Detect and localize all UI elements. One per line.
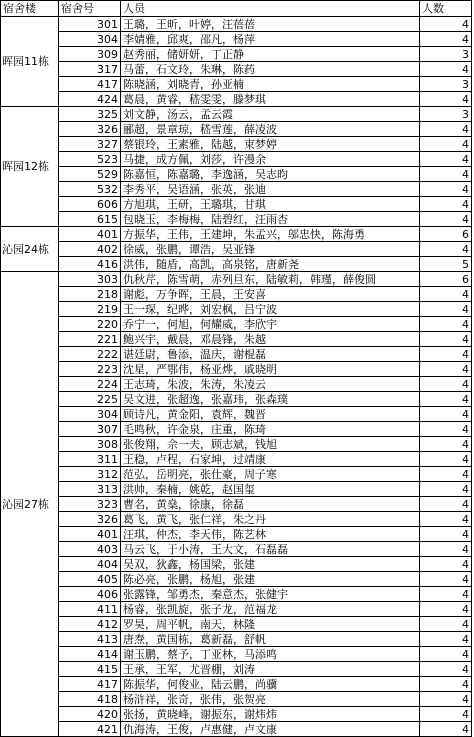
room-cell: 220 [59, 317, 121, 332]
room-cell: 304 [59, 407, 121, 422]
members-cell: 汪琪，仲杰，李天伟，陈艺林 [121, 527, 420, 542]
count-cell: 4 [420, 662, 472, 677]
room-cell: 529 [59, 167, 121, 182]
room-cell: 416 [59, 257, 121, 272]
header-building: 宿舍楼 [1, 1, 59, 17]
members-cell: 洪伟，随盾，高凯，高泉铭，唐新尧 [121, 257, 420, 272]
room-cell: 415 [59, 662, 121, 677]
room-cell: 402 [59, 242, 121, 257]
room-cell: 222 [59, 347, 121, 362]
room-cell: 404 [59, 557, 121, 572]
members-cell: 葛飞，黄飞，张仁祥，朱之丹 [121, 512, 420, 527]
table-row [1, 227, 472, 242]
table-row [1, 632, 472, 647]
count-cell: 4 [420, 692, 472, 707]
members-cell: 洪帅，秦楠，姚乾，赵国玺 [121, 482, 420, 497]
room-cell: 303 [59, 272, 121, 287]
table-row [1, 167, 472, 182]
count-cell: 4 [420, 557, 472, 572]
table-row [1, 152, 472, 167]
count-cell: 4 [420, 317, 472, 332]
table-row [1, 392, 472, 407]
count-cell: 4 [420, 152, 472, 167]
room-cell: 304 [59, 32, 121, 47]
header-row [1, 1, 472, 17]
building-cell: 沁园24栋 [1, 227, 59, 272]
count-cell: 4 [420, 632, 472, 647]
room-cell: 308 [59, 437, 121, 452]
count-cell: 4 [420, 617, 472, 632]
table-row [1, 197, 472, 212]
room-cell: 413 [59, 632, 121, 647]
table-row [1, 122, 472, 137]
table-row [1, 182, 472, 197]
table-row [1, 512, 472, 527]
count-cell: 5 [420, 257, 472, 272]
count-cell: 4 [420, 182, 472, 197]
room-cell: 417 [59, 77, 121, 92]
table-row [1, 77, 472, 92]
room-cell: 323 [59, 497, 121, 512]
table-row [1, 692, 472, 707]
table-row [1, 467, 472, 482]
count-cell: 4 [420, 512, 472, 527]
members-cell: 方旭琪，王研，王璐琪，甘琪 [121, 197, 420, 212]
count-cell: 4 [420, 347, 472, 362]
count-cell: 4 [420, 197, 472, 212]
members-cell: 李秀平，吴语涵，张英，张迪 [121, 182, 420, 197]
members-cell: 吴文进，张超逸，张嘉玮，张森璞 [121, 392, 420, 407]
table-row [1, 542, 472, 557]
table-body [1, 1, 472, 737]
table-row [1, 107, 472, 122]
room-cell: 311 [59, 452, 121, 467]
table-row [1, 332, 472, 347]
count-cell: 4 [420, 212, 472, 227]
count-cell: 4 [420, 242, 472, 257]
count-cell: 3 [420, 77, 472, 92]
count-cell: 3 [420, 47, 472, 62]
members-cell: 谌廷尉，鲁添，温庆，谢棍磊 [121, 347, 420, 362]
room-cell: 615 [59, 212, 121, 227]
table-row [1, 422, 472, 437]
count-cell: 3 [420, 107, 472, 122]
room-cell: 307 [59, 422, 121, 437]
table-row [1, 602, 472, 617]
members-cell: 王一琛，纪晔，刘宏枫，吕宁波 [121, 302, 420, 317]
members-cell: 方振华，王伟，王建坤，朱孟兴，邬忠快，陈海勇 [121, 227, 420, 242]
count-cell: 4 [420, 572, 472, 587]
members-cell: 谢玉鹏，蔡予，丁亚林，马添鸣 [121, 647, 420, 662]
members-cell: 蔡银玲，王素雅，陆越，束梦婷 [121, 137, 420, 152]
room-cell: 223 [59, 362, 121, 377]
table-row [1, 212, 472, 227]
table-row [1, 302, 472, 317]
count-cell: 4 [420, 422, 472, 437]
room-cell: 312 [59, 467, 121, 482]
table-row [1, 707, 472, 722]
members-cell: 王承，王军，尤晋棚，刘涛 [121, 662, 420, 677]
members-cell: 王稳，卢程，石家坤，过靖康 [121, 452, 420, 467]
count-cell: 4 [420, 92, 472, 107]
table-row [1, 287, 472, 302]
room-cell: 606 [59, 197, 121, 212]
room-cell: 326 [59, 122, 121, 137]
table-row [1, 257, 472, 272]
members-cell: 赵秀丽，储妍妍，丁正静 [121, 47, 420, 62]
table-row [1, 647, 472, 662]
count-cell: 4 [420, 542, 472, 557]
room-cell: 411 [59, 602, 121, 617]
table-row [1, 92, 472, 107]
members-cell: 王志琦，朱波，朱涛，朱凌云 [121, 377, 420, 392]
room-cell: 403 [59, 542, 121, 557]
members-cell: 谢彪，万争晖，王晨，王安喜 [121, 287, 420, 302]
members-cell: 仇秋芹，陈雪萌，赤列旦东，陆敏莉，韩瑾，薛俊圆 [121, 272, 420, 287]
members-cell: 范弘，岳明亮，张仕豪，周子寒 [121, 467, 420, 482]
room-cell: 325 [59, 107, 121, 122]
table-row [1, 347, 472, 362]
table-row [1, 527, 472, 542]
table-row [1, 662, 472, 677]
room-cell: 406 [59, 587, 121, 602]
members-cell: 李婧雅，邱爽，邵凡，杨萍 [121, 32, 420, 47]
room-cell: 412 [59, 617, 121, 632]
count-cell: 4 [420, 137, 472, 152]
members-cell: 吴双，狄鑫，杨国梁，张建 [121, 557, 420, 572]
members-cell: 马云飞，于小涛，王大文，石磊磊 [121, 542, 420, 557]
room-cell: 421 [59, 722, 121, 737]
count-cell: 4 [420, 62, 472, 77]
table-row [1, 497, 472, 512]
members-cell: 陈必亮，张鹏，杨旭，张建 [121, 572, 420, 587]
members-cell: 张扬，黄晓峰，谢振东，谢炜炜 [121, 707, 420, 722]
table-row [1, 437, 472, 452]
members-cell: 陈晓涵，刘晓青，孙亚楠 [121, 77, 420, 92]
table-row [1, 362, 472, 377]
members-cell: 罗昊，周平帆，南天，林隆 [121, 617, 420, 632]
members-cell: 葛晨，黄睿，嵇雯雯，滕梦琪 [121, 92, 420, 107]
members-cell: 郦超，景章琼，嵇雪莲，薛凌波 [121, 122, 420, 137]
room-cell: 313 [59, 482, 121, 497]
room-cell: 401 [59, 527, 121, 542]
table-row [1, 722, 472, 737]
members-cell: 陈嘉恒，陈嘉璐，李逸涵，吴志昀 [121, 167, 420, 182]
members-cell: 顾诗凡，黄金阳，袁辉，魏晋 [121, 407, 420, 422]
table-row [1, 407, 472, 422]
members-cell: 仇海涛，王俊，卢惠健，卢文康 [121, 722, 420, 737]
table-row [1, 137, 472, 152]
building-cell: 晖园11栋 [1, 17, 59, 107]
count-cell: 4 [420, 527, 472, 542]
count-cell: 4 [420, 467, 472, 482]
members-cell: 张露锋，邹勇杰，秦意杰，张健宇 [121, 587, 420, 602]
table-row [1, 482, 472, 497]
members-cell: 马捷，成方佩，刘莎，许漫余 [121, 152, 420, 167]
count-cell: 4 [420, 587, 472, 602]
table-row [1, 557, 472, 572]
count-cell: 4 [420, 482, 472, 497]
table-row [1, 587, 472, 602]
count-cell: 4 [420, 602, 472, 617]
members-cell: 曹名，黄燊，徐康，徐磊 [121, 497, 420, 512]
room-cell: 417 [59, 677, 121, 692]
count-cell: 4 [420, 647, 472, 662]
count-cell: 4 [420, 497, 472, 512]
room-cell: 401 [59, 227, 121, 242]
count-cell: 4 [420, 437, 472, 452]
count-cell: 4 [420, 407, 472, 422]
room-cell: 224 [59, 377, 121, 392]
count-cell: 4 [420, 32, 472, 47]
members-cell: 毛鸣秋，许金泉，庄重，陈琦 [121, 422, 420, 437]
table-row [1, 62, 472, 77]
room-cell: 420 [59, 707, 121, 722]
count-cell: 6 [420, 227, 472, 242]
members-cell: 杨浒祥，张奇，张伟，张贺亮 [121, 692, 420, 707]
table-row [1, 47, 472, 62]
room-cell: 317 [59, 62, 121, 77]
members-cell: 杨睿，张凯旋，张子龙，范福龙 [121, 602, 420, 617]
count-cell: 4 [420, 707, 472, 722]
count-cell: 4 [420, 392, 472, 407]
room-cell: 301 [59, 17, 121, 32]
table-row [1, 617, 472, 632]
members-cell: 包晓玉，李梅梅，陆碧红，汪雨杏 [121, 212, 420, 227]
count-cell: 4 [420, 362, 472, 377]
header-count: 人数 [420, 1, 472, 17]
table-row [1, 377, 472, 392]
count-cell: 4 [420, 722, 472, 737]
room-cell: 414 [59, 647, 121, 662]
count-cell: 6 [420, 272, 472, 287]
room-cell: 221 [59, 332, 121, 347]
room-cell: 424 [59, 92, 121, 107]
members-cell: 马蕾，石文玲，朱琳，陈药 [121, 62, 420, 77]
room-cell: 532 [59, 182, 121, 197]
count-cell: 4 [420, 377, 472, 392]
count-cell: 4 [420, 287, 472, 302]
table-row [1, 317, 472, 332]
members-cell: 鲍兴宇，戴晨，邓晨锋，朱越 [121, 332, 420, 347]
room-cell: 327 [59, 137, 121, 152]
building-cell: 晖园12栋 [1, 107, 59, 227]
members-cell: 王璐，王昕，叶婷，汪蓓蓓 [121, 17, 420, 32]
table-row [1, 272, 472, 287]
count-cell: 4 [420, 17, 472, 32]
members-cell: 刘文静，汤云，孟云霞 [121, 107, 420, 122]
count-cell: 4 [420, 452, 472, 467]
table-row [1, 452, 472, 467]
room-cell: 225 [59, 392, 121, 407]
header-members: 人员 [121, 1, 420, 17]
table-row [1, 242, 472, 257]
count-cell: 4 [420, 167, 472, 182]
members-cell: 张俊翔，佘一夫，顾志斌，钱旭 [121, 437, 420, 452]
table-row [1, 32, 472, 47]
room-cell: 309 [59, 47, 121, 62]
room-cell: 219 [59, 302, 121, 317]
header-room: 宿舍号 [59, 1, 121, 17]
table-row [1, 572, 472, 587]
members-cell: 陈振华，何俊业，陆云鹏，尚骥 [121, 677, 420, 692]
building-cell: 沁园27栋 [1, 272, 59, 737]
room-cell: 405 [59, 572, 121, 587]
room-cell: 326 [59, 512, 121, 527]
room-cell: 218 [59, 287, 121, 302]
room-cell: 418 [59, 692, 121, 707]
table-row [1, 677, 472, 692]
members-cell: 唐焘，黄国栋，葛新磊，舒帆 [121, 632, 420, 647]
table-row [1, 17, 472, 32]
members-cell: 徐威，张鹏，谭浩，吴亚锋 [121, 242, 420, 257]
members-cell: 沈星，严鄂伟，杨亚烨，戚晓明 [121, 362, 420, 377]
members-cell: 乔宁一，何旭，何耀威，李欣宇 [121, 317, 420, 332]
count-cell: 4 [420, 332, 472, 347]
count-cell: 4 [420, 302, 472, 317]
room-cell: 523 [59, 152, 121, 167]
count-cell: 4 [420, 122, 472, 137]
count-cell: 4 [420, 677, 472, 692]
